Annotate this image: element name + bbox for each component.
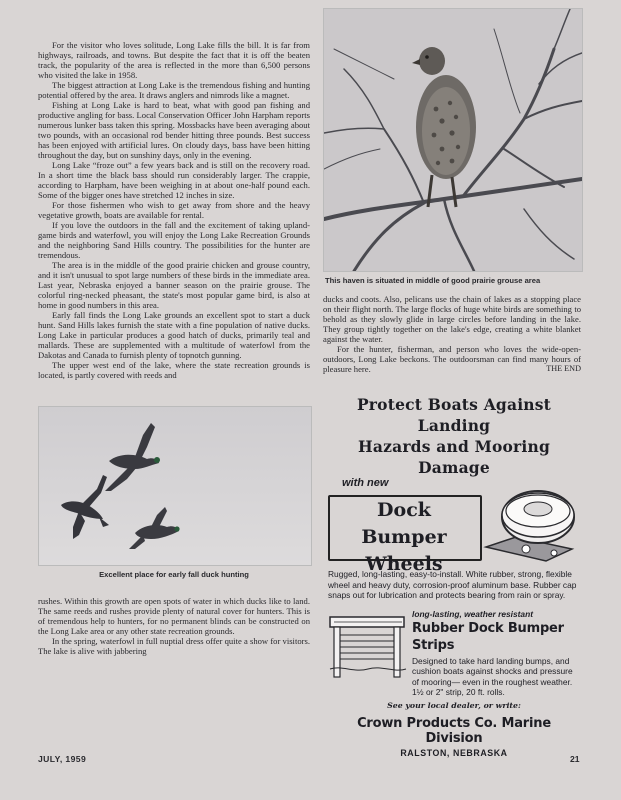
ad-product-name-line-1: Dock Bumper [361,499,447,548]
ad-headline-line-2: Hazards and Mooring Damage [357,437,550,477]
article-paragraph: The area is in the middle of the good prairie chicken and grouse country, and it isn't unusual to spot large numbers of these birds in the immediate area. Last year, Nebraska enjoyed a banner season on the prairie grouse. The colorful ring-necked pheasant, the state's most popular game bird, is also at home in good numbers in this area. [38,260,310,310]
article-paragraph: rushes. Within this growth are open spots of water in which ducks like to land. The same reeds and rushes provide plenty of natural cover for hunters. This is of tremendous help to hunters, for no permanent blinds can be constructed on the Long Lake area or any other state recreation grounds. [38,596,310,636]
duck-photo [38,406,312,566]
ad-dealer-line: See your local dealer, or write: [387,700,521,710]
duck-photo-caption: Excellent place for early fall duck hunting [99,570,249,579]
article-paragraph: If you love the outdoors in the fall and the excitement of taking upland-game birds and waterfowl, you will enjoy the Long Lake Recreation Grounds and the neighboring Sand Hills country. The possibilities for the hunter are tremendous. [38,220,310,260]
article-paragraph: The upper west end of the lake, where the state recreation grounds is located, is partly covered with reeds and [38,360,310,380]
ad-strips-text [412,609,580,698]
article-paragraph: ducks and coots. Also, pelicans use the chain of lakes as a stopping place on their flight north. The large flocks of huge white birds are something to behold as they slowly glide in large circles before landing in the lake. They group tightly together on the lake's edge, creating a white blanket against the water. [323,294,581,344]
grouse-photo-caption: This haven is situated in middle of good prairie grouse area [325,276,541,285]
ad-headline-line-1: Protect Boats Against Landing [356,395,552,435]
article-paragraph: In the spring, waterfowl in full nuptial dress offer quite a show for visitors. The lake is alive with jabbering [38,636,310,656]
ad-with-new: with new [342,477,389,489]
grouse-photo [323,8,583,272]
closing-paragraph-text: For the hunter, fisherman, and person who loves the wide-open-outdoors, Long Lake beckons. The outdoorsman can find many hours of pleasure here. [323,344,581,374]
ad-strips-description: Designed to take hard landing bumps, and cushion boats against shocks and pressure of mooring— even in the roughest weather. 1½ or 2" strip, 20 ft. rolls. [412,655,573,697]
ad-wheel-description: Rugged, long-lasting, easy-to-install. White rubber, strong, flexible wheel and heavy duty, corrosion-proof aluminum base. Rubber cap snaps out for lubrication and protects bearing from rain or spray. [328,569,577,600]
ad-product-name [332,497,476,578]
grouse-on-branch-illustration [324,9,582,271]
issue-date: JULY, 1959 [38,754,87,764]
article-paragraph: Early fall finds the Long Lake grounds an excellent spot to start a duck hunt. Sand Hills lakes furnish the state with a fine population of native ducks. Long Lake in particular produces a good hatch of ducks, primarily teal and mallards. These are supplemented with a multitude of waterfowl from the Dakotas and Canada to furnish plenty of topnotch gunning. [38,310,310,360]
ad-strips-subtitle: long-lasting, weather resistant [412,608,533,619]
ad-company-name: Crown Products Co. Marine Division [357,715,551,746]
ad-strips-section [328,609,580,705]
article-paragraph [323,344,581,374]
article-paragraph: Fishing at Long Lake is hard to beat, what with good pan fishing and productive angling for bass. Local Conservation Officer John Harpham reports numerous lunker bass taken this spring. Mossbacks have been averaging about two pounds, with an occasional rod bender hitting three pounds. Best success has been enjoyed with artificial lures. On cloudy days, bass have been hitting throughout the day, but on sunshiny days, only in the evening. [38,100,310,160]
article-left-column [38,40,310,656]
article-paragraph: For the visitor who loves solitude, Long Lake fills the bill. It is far from highways, railroads, and towns. But despite the fact that it is off the beaten track, the popularity of the area is reflected in the more than 6,500 persons who visited the lake in 1958. [38,40,310,80]
ad-product-banner [328,495,580,575]
ad-company-city: RALSTON, NEBRASKA [400,747,508,758]
ad-strips-title: Rubber Dock Bumper Strips [412,620,564,653]
article-right-column [323,8,581,374]
bumper-wheel-icon [476,487,580,567]
article-paragraph: Long Lake “froze out” a few years back and is still on the recovery road. In a short time the black bass should run considerably larger. The crappie, according to Harpham, have been weighing in at about one-half pound each. Some of the bigger ones have stretched 12 inches in size. [38,160,310,200]
article-paragraph: For those fishermen who wish to get away from shore and the heavy vegetative growth, boats are available for rental. [38,200,310,220]
page-number: 21 [570,754,580,764]
article-paragraph: The biggest attraction at Long Lake is the tremendous fishing and hunting potential offered by the area. It draws anglers and nimrods like a magnet. [38,80,310,100]
dock-bumper-advertisement [328,394,580,758]
dock-strip-icon [328,611,408,683]
flying-ducks-illustration [39,407,311,565]
ad-product-name-line-2: Wheels [365,553,443,575]
the-end-mark: THE END [546,364,581,373]
